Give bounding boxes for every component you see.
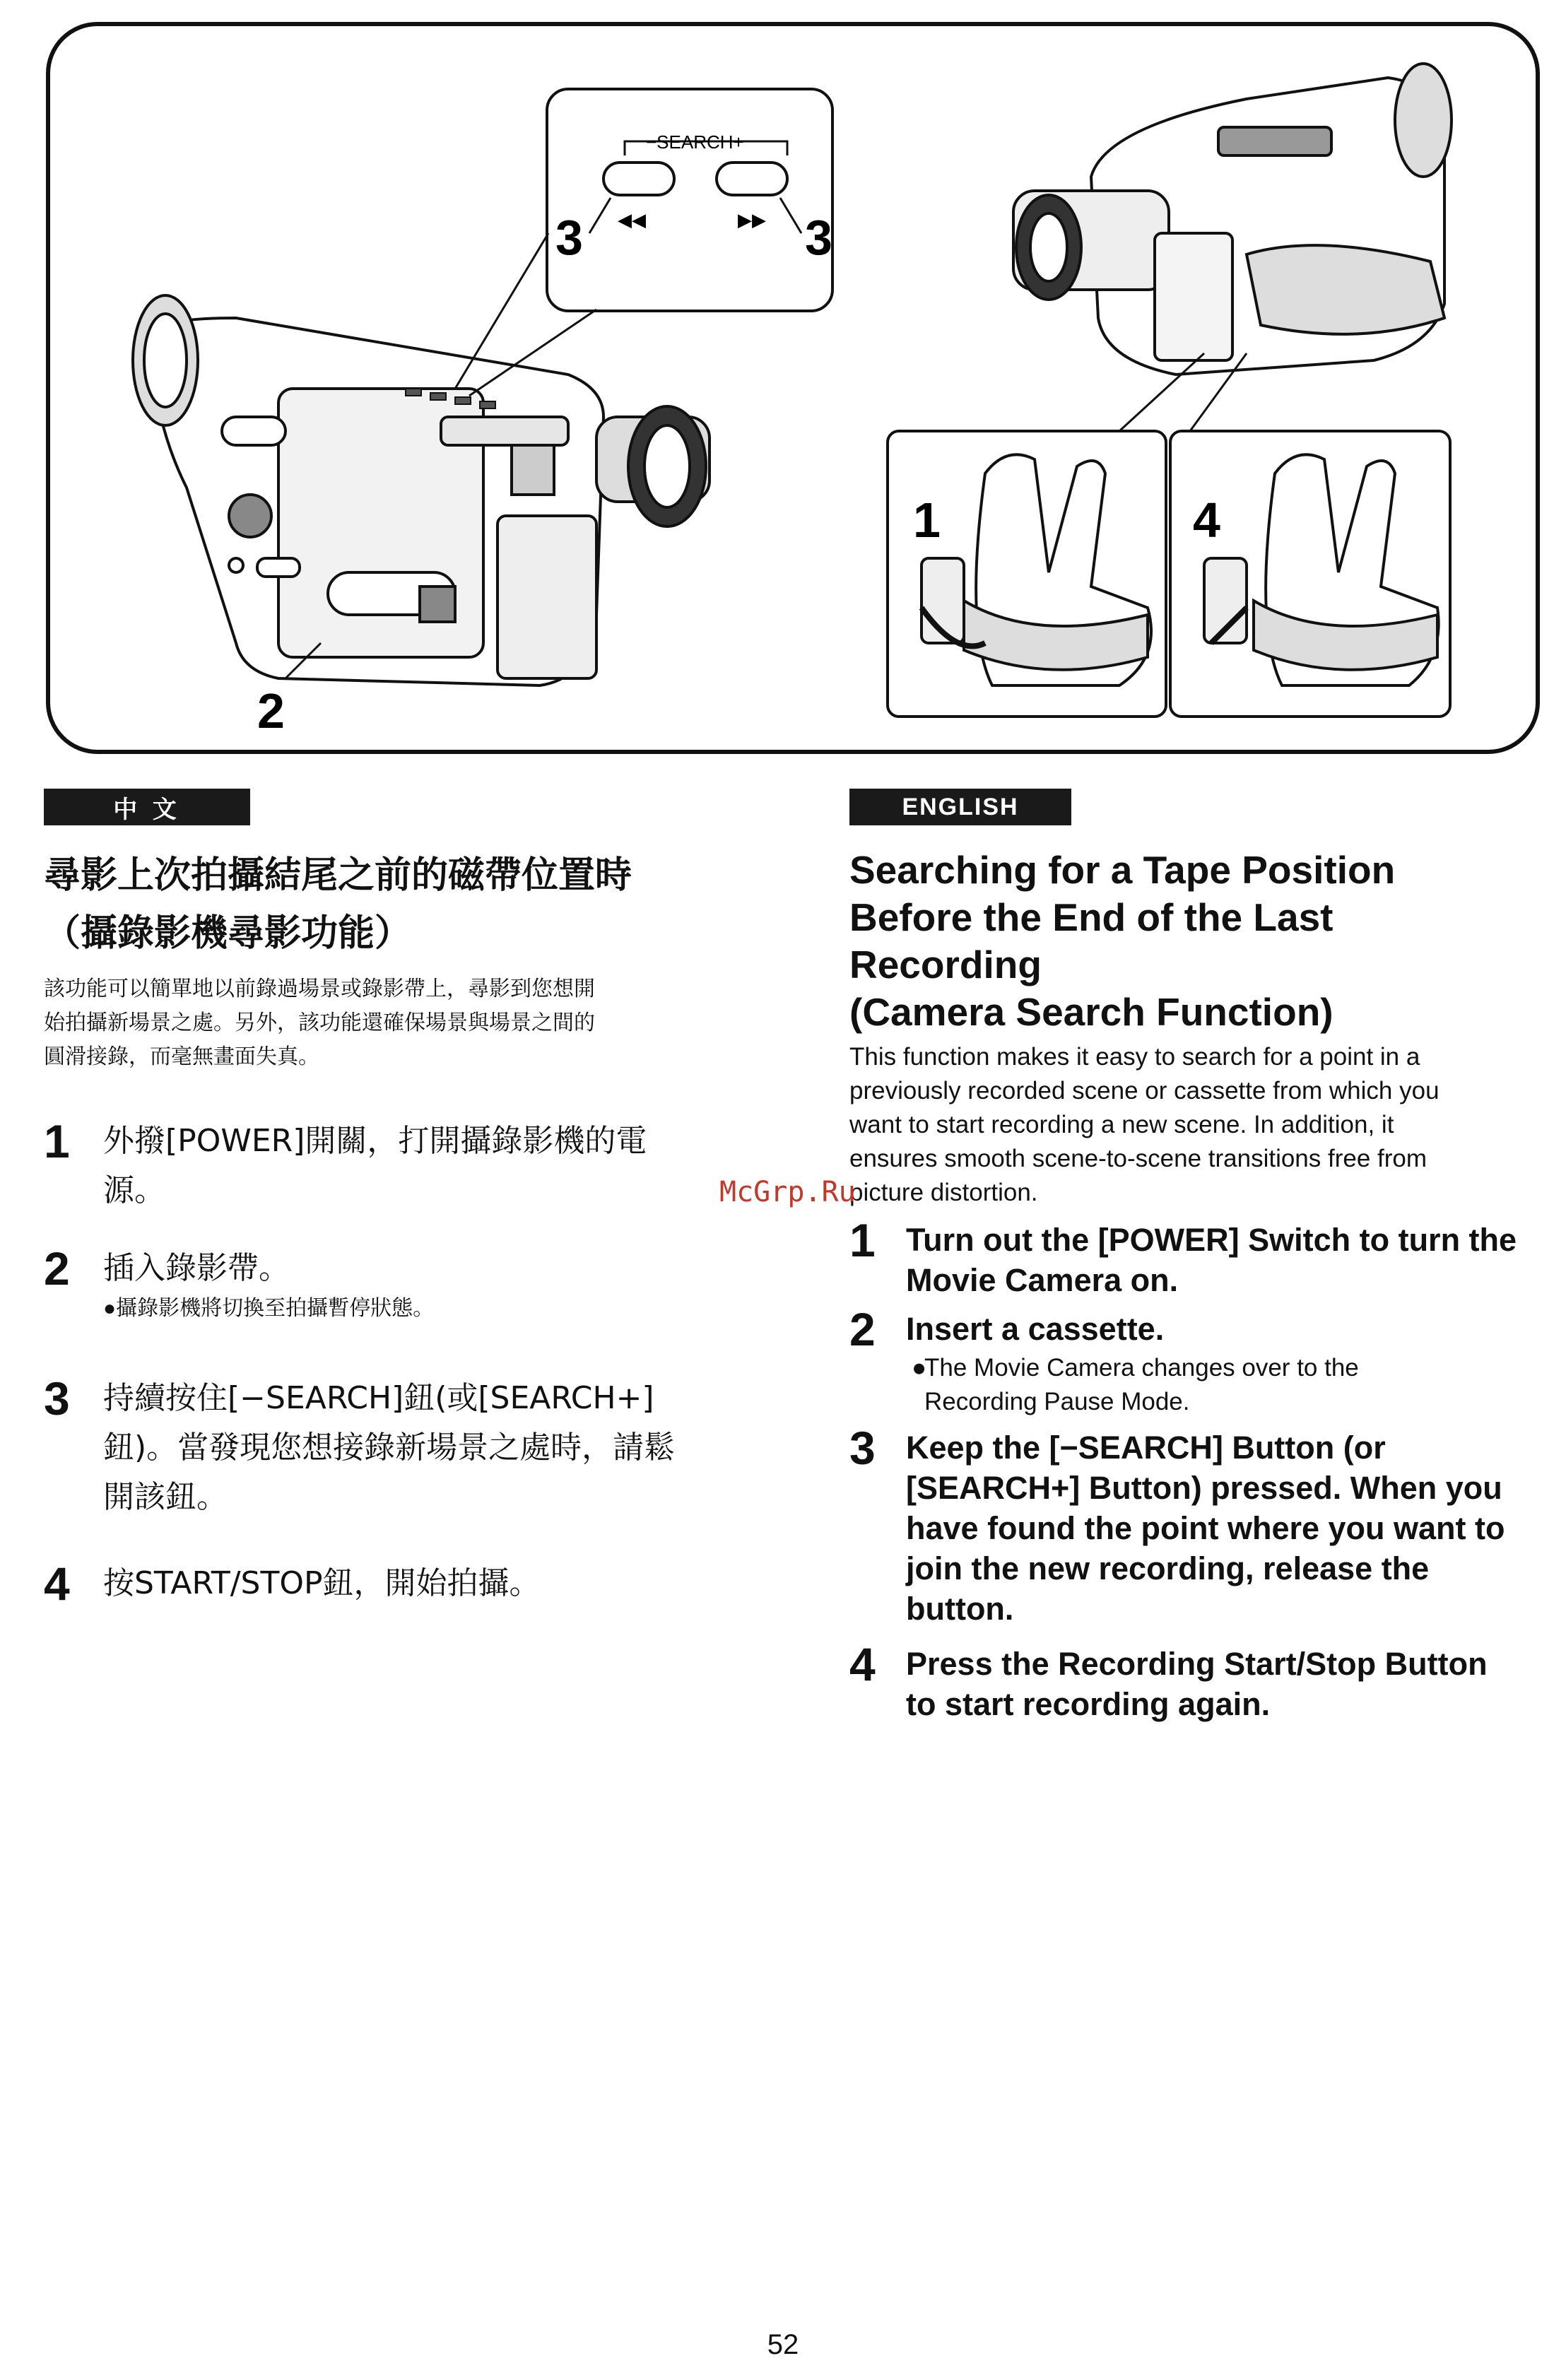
- search-minus-button: [604, 163, 674, 195]
- step-text: [906, 1427, 1556, 1629]
- chinese-intro-line-1: 該功能可以簡單地以前錄過場景或錄影帶上，尋影到您想開: [44, 977, 595, 1001]
- english-intro-line-2: previously recorded scene or cassette from which you: [849, 1077, 1440, 1104]
- step-text: [906, 1220, 1556, 1300]
- english-title-line-1: Searching for a Tape Position: [849, 848, 1396, 892]
- step-line: Movie Camera on.: [906, 1262, 1179, 1298]
- chinese-title: [44, 847, 736, 962]
- step-number: 1: [44, 1115, 70, 1167]
- search-label: −SEARCH+: [646, 131, 744, 153]
- english-step-1: [849, 1214, 1556, 1304]
- step-line: [SEARCH+] Button) pressed. When you: [906, 1470, 1502, 1506]
- english-intro-line-5: picture distortion.: [849, 1179, 1038, 1206]
- step-number: 3: [849, 1422, 876, 1474]
- chinese-intro: [44, 972, 736, 1074]
- step-line: have found the point where you want to: [906, 1510, 1505, 1546]
- step-line: button.: [906, 1591, 1014, 1627]
- step-line: Keep the [−SEARCH] Button (or: [906, 1430, 1386, 1466]
- english-intro: [849, 1040, 1542, 1210]
- step-text: 插入錄影帶。: [103, 1250, 290, 1286]
- step-line: 持續按住[−SEARCH]鈕(或[SEARCH+]: [103, 1380, 654, 1416]
- page-number: 52: [767, 2329, 799, 2360]
- note-line: Recording Pause Mode.: [924, 1388, 1190, 1415]
- english-step-4: [849, 1638, 1556, 1728]
- callout-3-right: 3: [805, 210, 832, 265]
- step-note: ●攝錄影機將切換至拍攝暫停狀態。: [103, 1297, 435, 1320]
- chinese-section-tag: 中 文: [44, 789, 250, 825]
- english-step-3: [849, 1422, 1556, 1639]
- step-number: 3: [44, 1372, 70, 1425]
- english-intro-line-3: want to start recording a new scene. In addition, it: [849, 1111, 1394, 1138]
- step-line: 外撥[POWER]開關，打開攝錄影機的電: [103, 1123, 647, 1159]
- step-text: [103, 1117, 732, 1215]
- step-number: 4: [44, 1557, 70, 1610]
- chinese-step-2: [44, 1244, 736, 1329]
- callout-4: 4: [1193, 493, 1220, 548]
- search-button-callout-box: [547, 89, 832, 311]
- camcorder-right: [1013, 64, 1452, 375]
- english-title: [849, 847, 1542, 1036]
- step-line: Turn out the [POWER] Switch to turn the: [906, 1222, 1517, 1258]
- rewind-icon: ◀◀: [618, 210, 646, 231]
- chinese-intro-line-3: 圓滑接錄，而毫無畫面失真。: [44, 1044, 319, 1069]
- chinese-title-line-1: 尋影上次拍攝結尾之前的磁帶位置時: [44, 854, 632, 897]
- callout-3-left: 3: [555, 210, 583, 265]
- step-line: 開該鈕。: [103, 1479, 228, 1515]
- fast-forward-icon: ▶▶: [738, 210, 766, 231]
- step-number: 2: [44, 1242, 70, 1295]
- chinese-intro-line-2: 始拍攝新場景之處。另外，該功能還確保場景與場景之間的: [44, 1011, 595, 1035]
- english-intro-line-4: ensures smooth scene-to-scene transitions free from: [849, 1145, 1427, 1172]
- step-line: 鈕)。當發現您想接錄新場景之處時，請鬆: [103, 1430, 676, 1466]
- camcorder-left: [133, 295, 710, 685]
- chinese-step-4: [44, 1559, 736, 1615]
- step-text: 按START/STOP鈕，開始拍攝。: [103, 1565, 541, 1601]
- step-number: 4: [849, 1638, 876, 1690]
- english-title-line-3: Recording: [849, 943, 1042, 986]
- note-line: The Movie Camera changes over to the: [924, 1354, 1359, 1382]
- camera-illustration: [45, 21, 1541, 756]
- english-step-2: [849, 1303, 1556, 1422]
- step-number: 1: [849, 1214, 876, 1266]
- callout-2: 2: [257, 683, 285, 738]
- bullet-icon: ●: [912, 1354, 927, 1382]
- step-text: Insert a cassette.: [906, 1311, 1165, 1347]
- search-plus-button: [717, 163, 787, 195]
- chinese-step-1: [44, 1117, 736, 1215]
- step-text: [906, 1644, 1556, 1724]
- step-line: join the new recording, release the: [906, 1550, 1430, 1586]
- step-note: [912, 1351, 1560, 1419]
- step-line: 源。: [103, 1172, 165, 1208]
- step-line: Press the Recording Start/Stop Button: [906, 1646, 1488, 1682]
- english-title-line-4: (Camera Search Function): [849, 990, 1334, 1034]
- english-intro-line-1: This function makes it easy to search for a point in a: [849, 1043, 1420, 1071]
- chinese-title-line-2: （攝錄影機尋影功能）: [44, 912, 412, 955]
- step-text: [103, 1374, 732, 1522]
- english-section-tag: ENGLISH: [849, 789, 1071, 825]
- watermark: McGrp.Ru: [719, 1176, 856, 1208]
- step-line: to start recording again.: [906, 1686, 1271, 1722]
- chinese-step-3: [44, 1374, 736, 1529]
- english-title-line-2: Before the End of the Last: [849, 895, 1334, 939]
- callout-1: 1: [913, 493, 941, 548]
- step-number: 2: [849, 1303, 876, 1355]
